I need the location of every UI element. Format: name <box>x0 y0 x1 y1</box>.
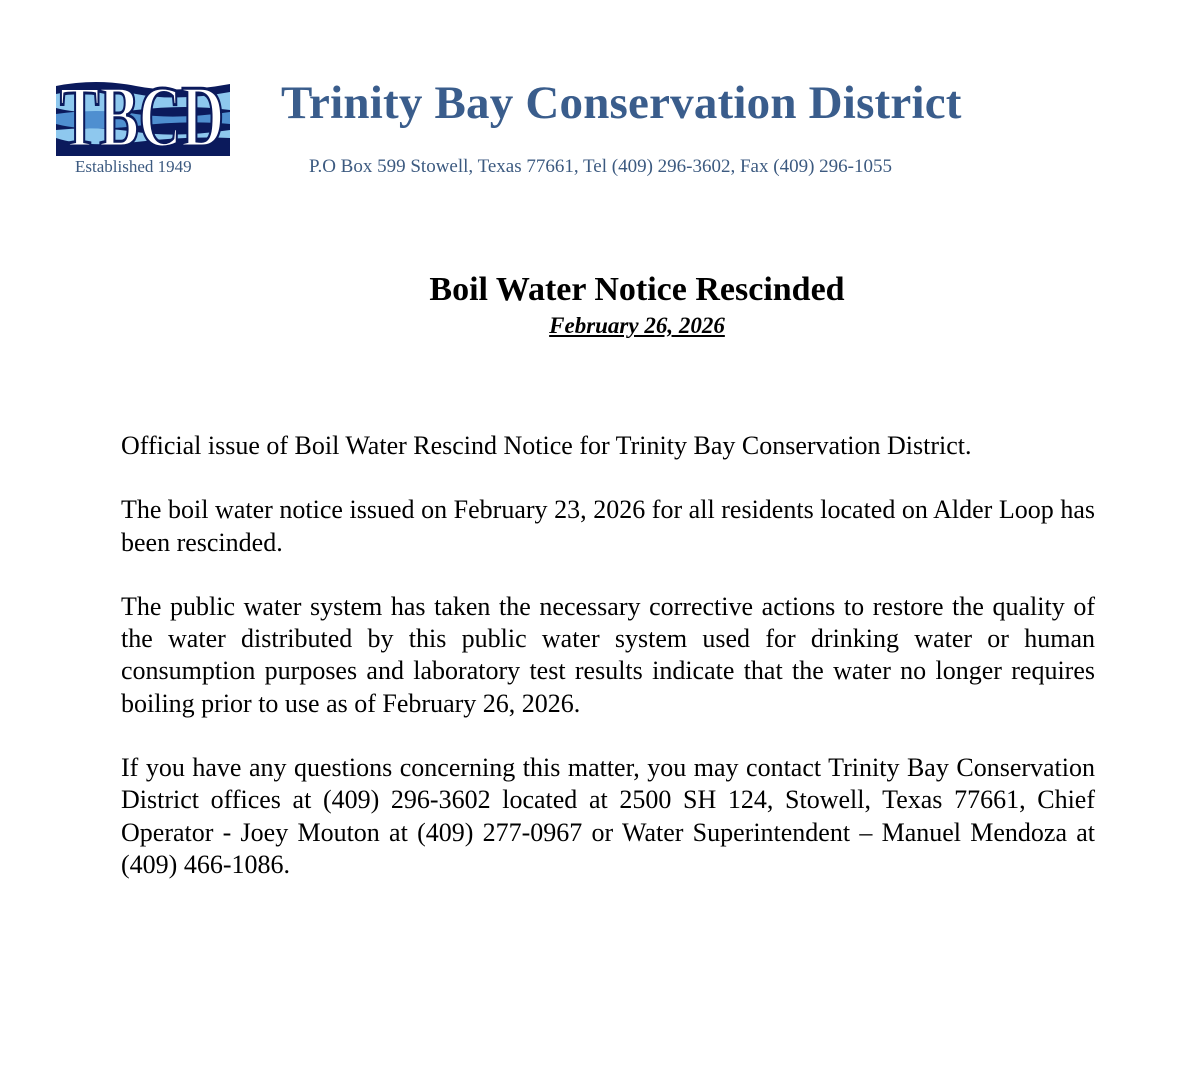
paragraph-official-issue: Official issue of Boil Water Rescind Notice for Trinity Bay Conservation District. <box>121 431 972 460</box>
organization-name: Trinity Bay Conservation District <box>281 77 962 129</box>
established-year: Established 1949 <box>75 157 192 176</box>
tbcd-logo <box>56 34 230 156</box>
paragraph-contact-info: If you have any questions concerning this matter, you may contact Trinity Bay Conservation District offices at (409) 296-3602 located at 2500 SH 124, Stowell, Texas 77661, Chief Operator - Joey Mouton at (409) 277-0967 or Water Superintendent – Manuel Mendoza at (409) 466-1086. <box>121 753 1095 879</box>
notice-title: Boil Water Notice Rescinded <box>429 271 845 308</box>
logo-letters: TBCD <box>60 69 224 156</box>
notice-date: February 26, 2026 <box>549 313 725 338</box>
organization-contact: P.O Box 599 Stowell, Texas 77661, Tel (409) 296-3602, Fax (409) 296-1055 <box>309 156 892 177</box>
paragraph-corrective-actions: The public water system has taken the necessary corrective actions to restore the quality of the water distributed by this public water system used for drinking water or human consumption purposes and laboratory test results indicate that the water no longer requires boiling prior to use as of February 26, 2026. <box>121 591 1095 718</box>
paragraph-rescinded: The boil water notice issued on February 23, 2026 for all residents located on Alder Loop has been rescinded. <box>121 495 1095 557</box>
notice-body <box>121 430 1095 913</box>
